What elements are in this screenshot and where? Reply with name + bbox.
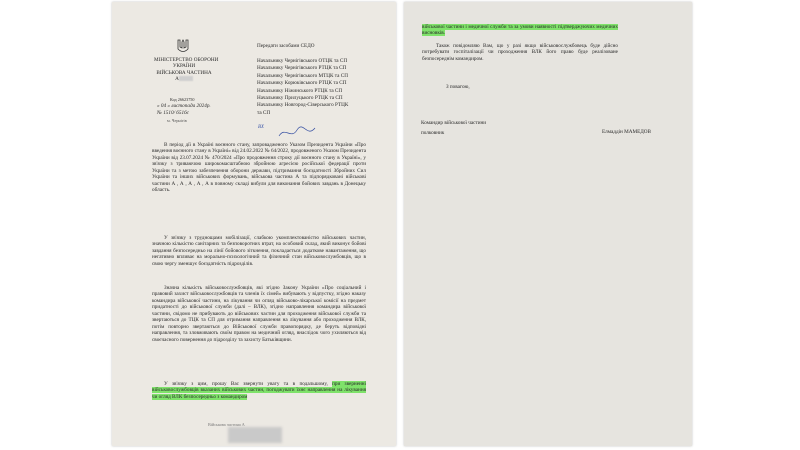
body-paragraph-2: У зв'язку з труднощами мобілізації, слабкою укомплектованістю військових частин, значною кількістю санітарних та безповоротних втрат, на особовий склад, який виконує бойові завдання безпосередньо на лінії бойового зіткнення, покладається додаткове навантаження, що негативно впливає на морально-психологічний та фізичний стан військовослужбовців, що в свою чергу зменшує боєздатність підрозділів. (152, 235, 366, 267)
continuation-highlight: військової частини і медичної служби та за умови наявності підтверджуючих медичних висновків. (422, 24, 618, 37)
recipient: Начальнику Чернігівського ОТЦК та СП (257, 58, 348, 64)
letter-city: м. Чернігів (167, 118, 187, 123)
letter-number: № 1510/ 6516с (157, 110, 189, 116)
recipient: Начальнику Корюківського РТЦК та СП (257, 80, 347, 87)
closing-regards: З повагою, (446, 84, 470, 90)
request-highlight: при зверненні військовослужбовців вказаних військових частин, погоджувати їхнє направлення на лікування чи огляд ВЛК безпосередньо з командиром (152, 381, 366, 400)
continuation-paragraph (422, 24, 618, 37)
recipient: Начальнику Новгород-Сіверського РТЦК (257, 102, 349, 109)
redacted-block (228, 427, 282, 443)
incoming-stamp: ВХ (258, 125, 264, 130)
body-paragraph-1: В період дії в Україні воєнного стану, запровадженого Указом Президента України «Про введення воєнного стану в Україні» від 24.02.2022 № 64/2022, продовженого Указом Президента України від 23.07.2024 № 470/2024 «Про продовження строку дії воєнного стану в Україні», у зв'язку з триваючою широкомасштабною збройною агресією російської федерації проти України та з метою забезпечення оборони держави, підтримання боєздатності Збройних Сил України та інших військових формувань, військова частина А та підпорядковані військові частини А , А , А , А , А в повному складі вибули для виконання бойових завдань в Донецьку область. (152, 142, 366, 194)
letter-page-2 (404, 2, 692, 446)
commander-rank: полковник (421, 130, 445, 136)
issuer-line: УКРАЇНИ (172, 63, 196, 70)
request-text: У зв'язку з цим, прошу Вас звернути увагу та в подальшому, (164, 381, 328, 387)
signer-name: Елмаддін МАМЕДОВ (602, 129, 651, 135)
recipient: Начальнику Ніжинського РТЦК та СП (257, 87, 343, 94)
notice-paragraph: Також повідомляю Вам, що у разі якщо військовослужбовець буде дійсно потребувати госпіталізації чи проходження ВЛК його право буде реалізоване безпосереднім командиром. (422, 43, 618, 62)
footer-note: Військова частина А (208, 422, 245, 427)
body-paragraph-3: Значна кількість військовослужбовців, які згідно Закону України «Про соціальний і правовий захист військовослужбовців та членів їх сімей» вибувають у відпустку, згідно наказу командира військової частини, на лікування чи огляд військово-лікарської комісії на предмет придатності до військової служби (далі – ВЛК), згідно направлення командира військової частини, свідомо не прибувають до військових частин для проходження військової служби та звертаються до ТЦК та СП для отримання направлення на лікування або проходження ВЛК, потім повторно звертаються до Військової служби правопорядку, де беруть відповідні направлення, та зловживають своїм правом на медичний огляд, внаслідок чого ухиляються від своєчасного повернення до підрозділу та захисту Батьківщини. (152, 285, 366, 343)
recipients-list (257, 58, 348, 117)
letter-page-1 (112, 2, 396, 446)
issuer-unit-number: А (154, 76, 214, 82)
body-paragraph-4 (152, 381, 366, 400)
recipient: Начальнику Чернігівського МТЦК та СП (257, 72, 348, 79)
commander-title: Командир військової частини (421, 120, 487, 126)
issuer-code: Код 26623750 (170, 97, 195, 102)
recipient: Начальнику Прилуцького РТЦК та СП (257, 95, 343, 102)
recipient: Начальнику Чернігівського РТЦК та СП (257, 65, 347, 72)
issuer-line: ВІЙСЬКОВА ЧАСТИНА (156, 69, 212, 76)
recipient: та СП (257, 109, 271, 116)
issuer-block (154, 57, 219, 82)
send-via-note: Передати засобами СЕДО (257, 43, 315, 49)
signature-icon (277, 122, 317, 144)
coat-of-arms-trident-icon (177, 39, 189, 54)
issuer-line: МІНІСТЕРСТВО ОБОРОНИ (154, 57, 219, 63)
letter-date: « 04 » листопада 2024р. (157, 103, 211, 109)
